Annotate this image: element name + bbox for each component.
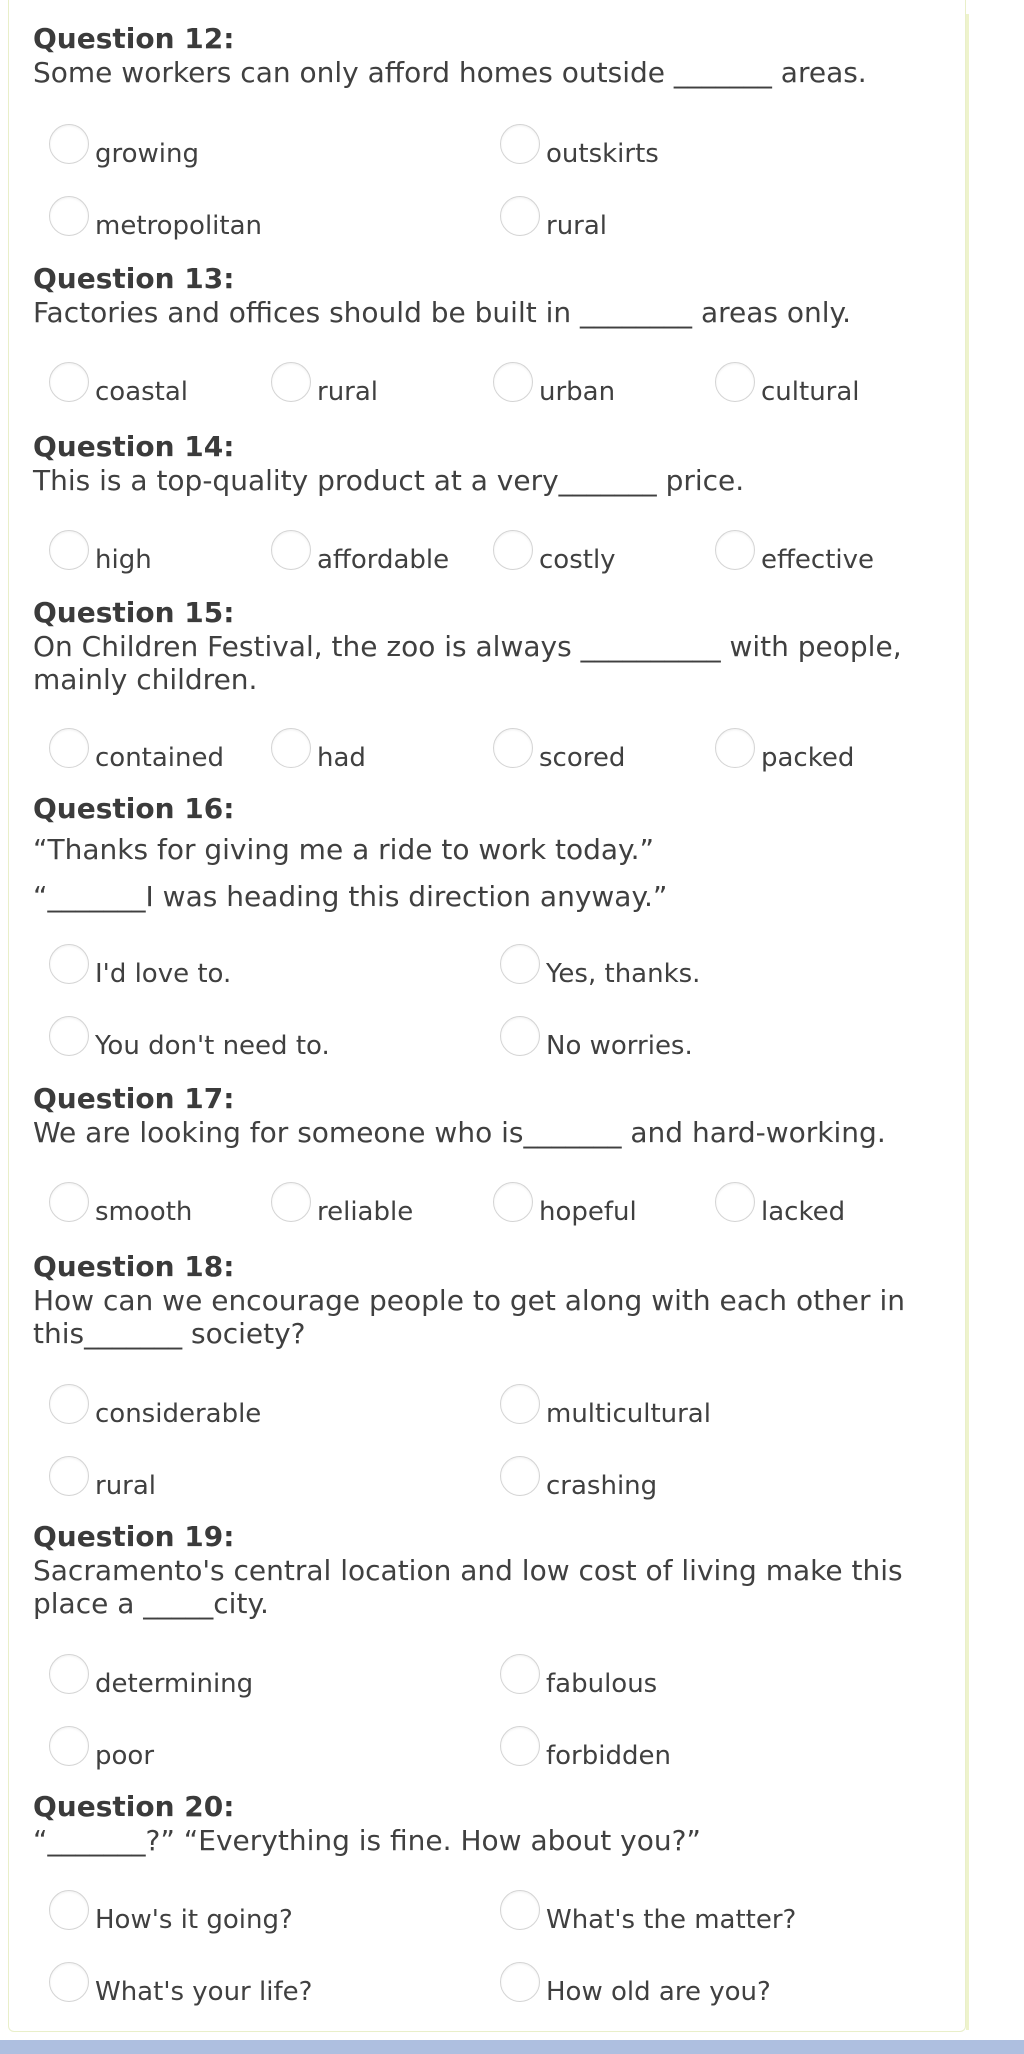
q15-option-scored[interactable] <box>493 732 625 776</box>
radio-button[interactable] <box>493 1182 533 1222</box>
question-19 <box>33 1520 953 1620</box>
option-label: outskirts <box>546 139 659 169</box>
question-text: On Children Festival, the zoo is always __________ with people, mainly children. <box>33 630 911 696</box>
radio-button[interactable] <box>493 530 533 570</box>
option-label: effective <box>761 545 875 575</box>
question-title: Question 15: <box>33 596 235 629</box>
radio-button[interactable] <box>49 1962 89 2002</box>
question-17 <box>33 1082 953 1149</box>
q20-option-how-old-are-you[interactable] <box>500 1966 771 2010</box>
question-text: How can we encourage people to get along with each other in this_______ society? <box>33 1284 914 1350</box>
option-label: determining <box>95 1669 254 1699</box>
option-label: How's it going? <box>95 1905 293 1935</box>
option-label: You don't need to. <box>95 1031 330 1061</box>
q16-option-no-worries[interactable] <box>500 1020 693 1064</box>
q16-option-you-dont-need-to[interactable] <box>49 1020 330 1064</box>
radio-button[interactable] <box>500 1654 540 1694</box>
option-label: How old are you? <box>546 1977 771 2007</box>
radio-button[interactable] <box>49 124 89 164</box>
question-title: Question 12: <box>33 22 235 55</box>
radio-button[interactable] <box>49 1182 89 1222</box>
option-label: Yes, thanks. <box>546 959 701 989</box>
option-label: scored <box>539 743 626 773</box>
q14-option-high[interactable] <box>49 534 152 578</box>
radio-button[interactable] <box>500 1016 540 1056</box>
q16-option-yes-thanks[interactable] <box>500 948 700 992</box>
q14-option-costly[interactable] <box>493 534 616 578</box>
radio-button[interactable] <box>49 362 89 402</box>
option-label: rural <box>546 211 608 241</box>
option-label: lacked <box>761 1197 846 1227</box>
q12-option-outskirts[interactable] <box>500 128 659 172</box>
option-label: I'd love to. <box>95 959 232 989</box>
radio-button[interactable] <box>271 362 311 402</box>
q18-option-crashing[interactable] <box>500 1460 657 1504</box>
option-label: rural <box>317 377 379 407</box>
radio-button[interactable] <box>493 362 533 402</box>
question-text: Some workers can only afford homes outside _______ areas. <box>33 56 867 89</box>
option-label: affordable <box>317 545 450 575</box>
radio-button[interactable] <box>493 728 533 768</box>
option-label: growing <box>95 139 199 169</box>
option-label: crashing <box>546 1471 658 1501</box>
q15-option-packed[interactable] <box>715 732 854 776</box>
question-20 <box>33 1790 953 1857</box>
question-title: Question 14: <box>33 430 235 463</box>
q17-option-smooth[interactable] <box>49 1186 192 1230</box>
option-label: rural <box>95 1471 157 1501</box>
option-label: What's the matter? <box>546 1905 797 1935</box>
question-text: This is a top-quality product at a very_______ price. <box>33 464 745 497</box>
q18-option-multicultural[interactable] <box>500 1388 711 1432</box>
option-label: hopeful <box>539 1197 637 1227</box>
option-label: reliable <box>317 1197 414 1227</box>
q17-option-lacked[interactable] <box>715 1186 845 1230</box>
q19-option-forbidden[interactable] <box>500 1730 671 1774</box>
radio-button[interactable] <box>49 728 89 768</box>
option-label: packed <box>761 743 855 773</box>
option-label: smooth <box>95 1197 193 1227</box>
radio-button[interactable] <box>500 1384 540 1424</box>
question-text: Sacramento's central location and low cost of living make this place a _____city. <box>33 1554 912 1620</box>
question-title: Question 13: <box>33 262 235 295</box>
radio-button[interactable] <box>49 944 89 984</box>
radio-button[interactable] <box>49 1456 89 1496</box>
question-title: Question 18: <box>33 1250 235 1283</box>
option-label: considerable <box>95 1399 262 1429</box>
question-title: Question 17: <box>33 1082 235 1115</box>
q15-option-had[interactable] <box>271 732 366 776</box>
question-14 <box>33 430 953 497</box>
q14-option-effective[interactable] <box>715 534 874 578</box>
radio-button[interactable] <box>500 124 540 164</box>
option-label: urban <box>539 377 616 407</box>
option-label: multicultural <box>546 1399 711 1429</box>
q13-option-urban[interactable] <box>493 366 615 410</box>
question-text: “Thanks for giving me a ride to work today.” “_______I was heading this direction anyway.” <box>33 833 668 913</box>
question-18 <box>33 1250 953 1350</box>
q19-option-determining[interactable] <box>49 1658 253 1702</box>
option-label: forbidden <box>546 1741 671 1771</box>
radio-button[interactable] <box>49 530 89 570</box>
q12-option-metropolitan[interactable] <box>49 200 262 244</box>
radio-button[interactable] <box>49 1384 89 1424</box>
radio-button[interactable] <box>49 1890 89 1930</box>
q20-option-whats-your-life[interactable] <box>49 1966 312 2010</box>
radio-button[interactable] <box>500 1890 540 1930</box>
q17-option-hopeful[interactable] <box>493 1186 637 1230</box>
option-label: metropolitan <box>95 211 263 241</box>
radio-button[interactable] <box>49 196 89 236</box>
radio-button[interactable] <box>271 1182 311 1222</box>
option-label: fabulous <box>546 1669 658 1699</box>
question-text: Factories and offices should be built in ________ areas only. <box>33 296 852 329</box>
q18-option-rural[interactable] <box>49 1460 156 1504</box>
radio-button[interactable] <box>715 1182 755 1222</box>
bottom-strip <box>0 2040 1024 2054</box>
q15-option-contained[interactable] <box>49 732 224 776</box>
q19-option-fabulous[interactable] <box>500 1658 657 1702</box>
option-label: cultural <box>761 377 860 407</box>
radio-button[interactable] <box>715 728 755 768</box>
radio-button[interactable] <box>271 530 311 570</box>
q13-option-rural[interactable] <box>271 366 378 410</box>
radio-button[interactable] <box>49 1726 89 1766</box>
q17-option-reliable[interactable] <box>271 1186 413 1230</box>
option-label: costly <box>539 545 616 575</box>
question-text: We are looking for someone who is_______ and hard-working. <box>33 1116 886 1149</box>
q13-option-coastal[interactable] <box>49 366 188 410</box>
q20-option-hows-it-going[interactable] <box>49 1894 293 1938</box>
q12-option-growing[interactable] <box>49 128 199 172</box>
option-label: contained <box>95 743 225 773</box>
q13-option-cultural[interactable] <box>715 366 860 410</box>
radio-button[interactable] <box>715 530 755 570</box>
question-15 <box>33 596 953 696</box>
q20-option-whats-the-matter[interactable] <box>500 1894 796 1938</box>
radio-button[interactable] <box>500 1726 540 1766</box>
q14-option-affordable[interactable] <box>271 534 449 578</box>
question-title: Question 19: <box>33 1520 235 1553</box>
question-title: Question 20: <box>33 1790 235 1823</box>
q18-option-considerable[interactable] <box>49 1388 261 1432</box>
q16-option-id-love-to[interactable] <box>49 948 231 992</box>
radio-button[interactable] <box>715 362 755 402</box>
radio-button[interactable] <box>500 944 540 984</box>
question-title: Question 16: <box>33 792 235 825</box>
q12-option-rural[interactable] <box>500 200 607 244</box>
question-12 <box>33 22 953 89</box>
question-text: “_______?” “Everything is fine. How about you?” <box>33 1824 701 1857</box>
option-label: What's your life? <box>95 1977 313 2007</box>
option-label: high <box>95 545 152 575</box>
option-label: poor <box>95 1741 155 1771</box>
radio-button[interactable] <box>49 1016 89 1056</box>
radio-button[interactable] <box>500 196 540 236</box>
radio-button[interactable] <box>49 1654 89 1694</box>
radio-button[interactable] <box>500 1962 540 2002</box>
option-label: No worries. <box>546 1031 693 1061</box>
q19-option-poor[interactable] <box>49 1730 154 1774</box>
question-13 <box>33 262 953 329</box>
radio-button[interactable] <box>500 1456 540 1496</box>
radio-button[interactable] <box>271 728 311 768</box>
option-label: coastal <box>95 377 189 407</box>
panel-right-rule <box>966 14 969 2030</box>
option-label: had <box>317 743 366 773</box>
question-16 <box>33 792 953 920</box>
